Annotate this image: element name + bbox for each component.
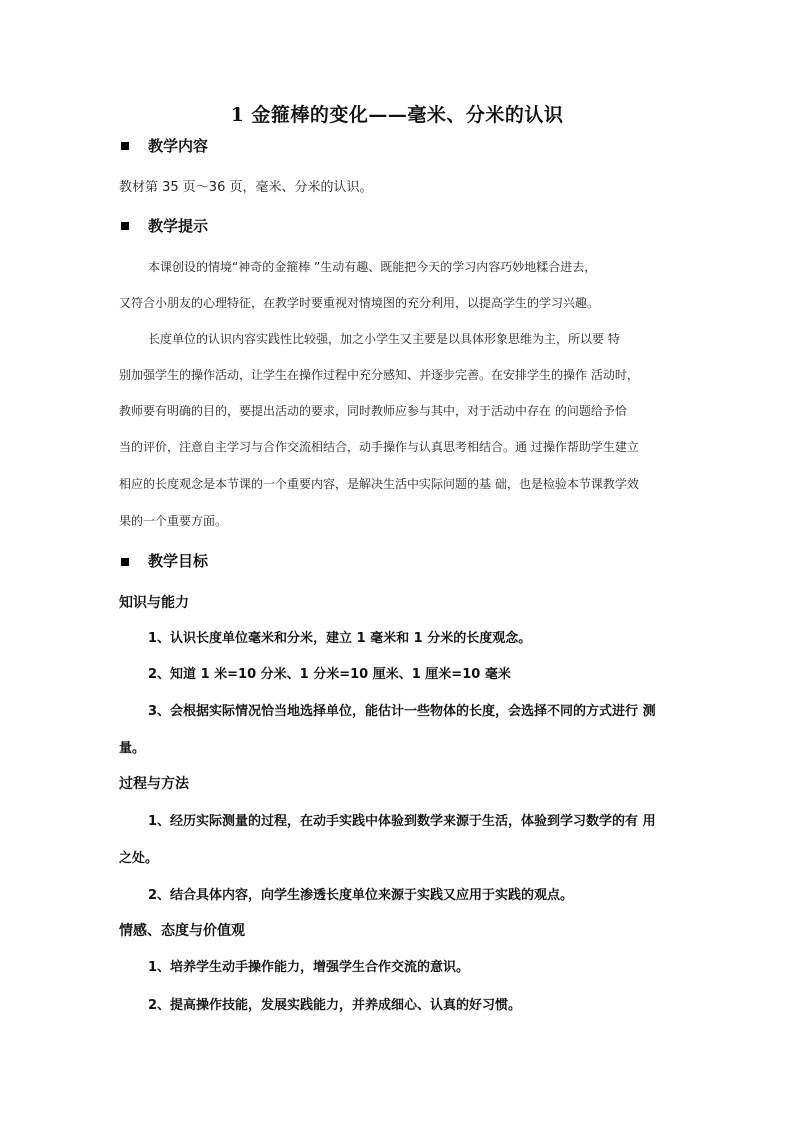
- hint-line: 教师要有明确的目的，要提出活动的要求，同时教师应参与其中，对于活动中存在 的问题给予恰: [119, 404, 627, 418]
- hint-line: 长度单位的认识内容实践性比较强，加之小学生又主要是以具体形象思维为主，所以要 特: [148, 332, 620, 346]
- section-bullet-icon: [121, 222, 129, 230]
- goal-subheading-process: 过程与方法: [119, 776, 189, 792]
- hint-line: 果的一个重要方面。: [119, 514, 228, 528]
- goal-subheading-emotion: 情感、态度与价值观: [119, 923, 245, 939]
- section-bullet-icon: [121, 558, 129, 566]
- document-title: 1 金箍棒的变化——毫米、分米的认识: [230, 104, 564, 126]
- goal-item: 3、会根据实际情况恰当地选择单位，能估计一些物体的长度，会选择不同的方式进行 测: [148, 704, 656, 719]
- hint-line: 当的评价，注意自主学习与合作交流相结合，动手操作与认真思考相结合。通 过操作帮助学生建立: [119, 440, 639, 454]
- goal-item: 1、认识长度单位毫米和分米，建立 1 毫米和 1 分米的长度观念。: [148, 631, 532, 646]
- hint-line: 相应的长度观念是本节课的一个重要内容，是解决生活中实际问题的基 础，也是检验本节课教学效: [119, 477, 639, 491]
- goal-item: 量。: [119, 741, 146, 756]
- section-heading-content: 教学内容: [148, 137, 209, 155]
- section-heading-goals: 教学目标: [148, 552, 209, 570]
- content-text: 教材第 35 页～36 页，毫米、分米的认识。: [119, 180, 373, 195]
- goal-subheading-knowledge: 知识与能力: [119, 595, 189, 611]
- goal-item: 之处。: [119, 851, 159, 866]
- goal-item: 1、经历实际测量的过程，在动手实践中体验到数学来源于生活，体验到学习数学的有 用: [148, 814, 656, 829]
- goal-item: 2、知道 1 米=10 分米、1 分米=10 厘米、1 厘米=10 毫米: [148, 667, 511, 682]
- section-heading-hints: 教学提示: [148, 217, 209, 235]
- goal-item: 2、结合具体内容，向学生渗透长度单位来源于实践又应用于实践的观点。: [148, 888, 574, 903]
- goal-item: 1、培养学生动手操作能力，增强学生合作交流的意识。: [148, 960, 470, 975]
- hint-line: 别加强学生的操作活动，让学生在操作过程中充分感知、并逐步完善。在安排学生的操作 活动时，: [119, 368, 639, 382]
- goal-item: 2、提高操作技能，发展实践能力，并养成细心、认真的好习惯。: [148, 998, 522, 1013]
- hint-line: 本课创设的情境“神奇的金箍棒 ”生动有趣、既能把今天的学习内容巧妙地糅合进去，: [148, 260, 597, 274]
- hint-line: 又符合小朋友的心理特征，在教学时要重视对情境图的充分利用，以提高学生的学习兴趣。: [119, 296, 600, 310]
- section-bullet-icon: [121, 142, 129, 150]
